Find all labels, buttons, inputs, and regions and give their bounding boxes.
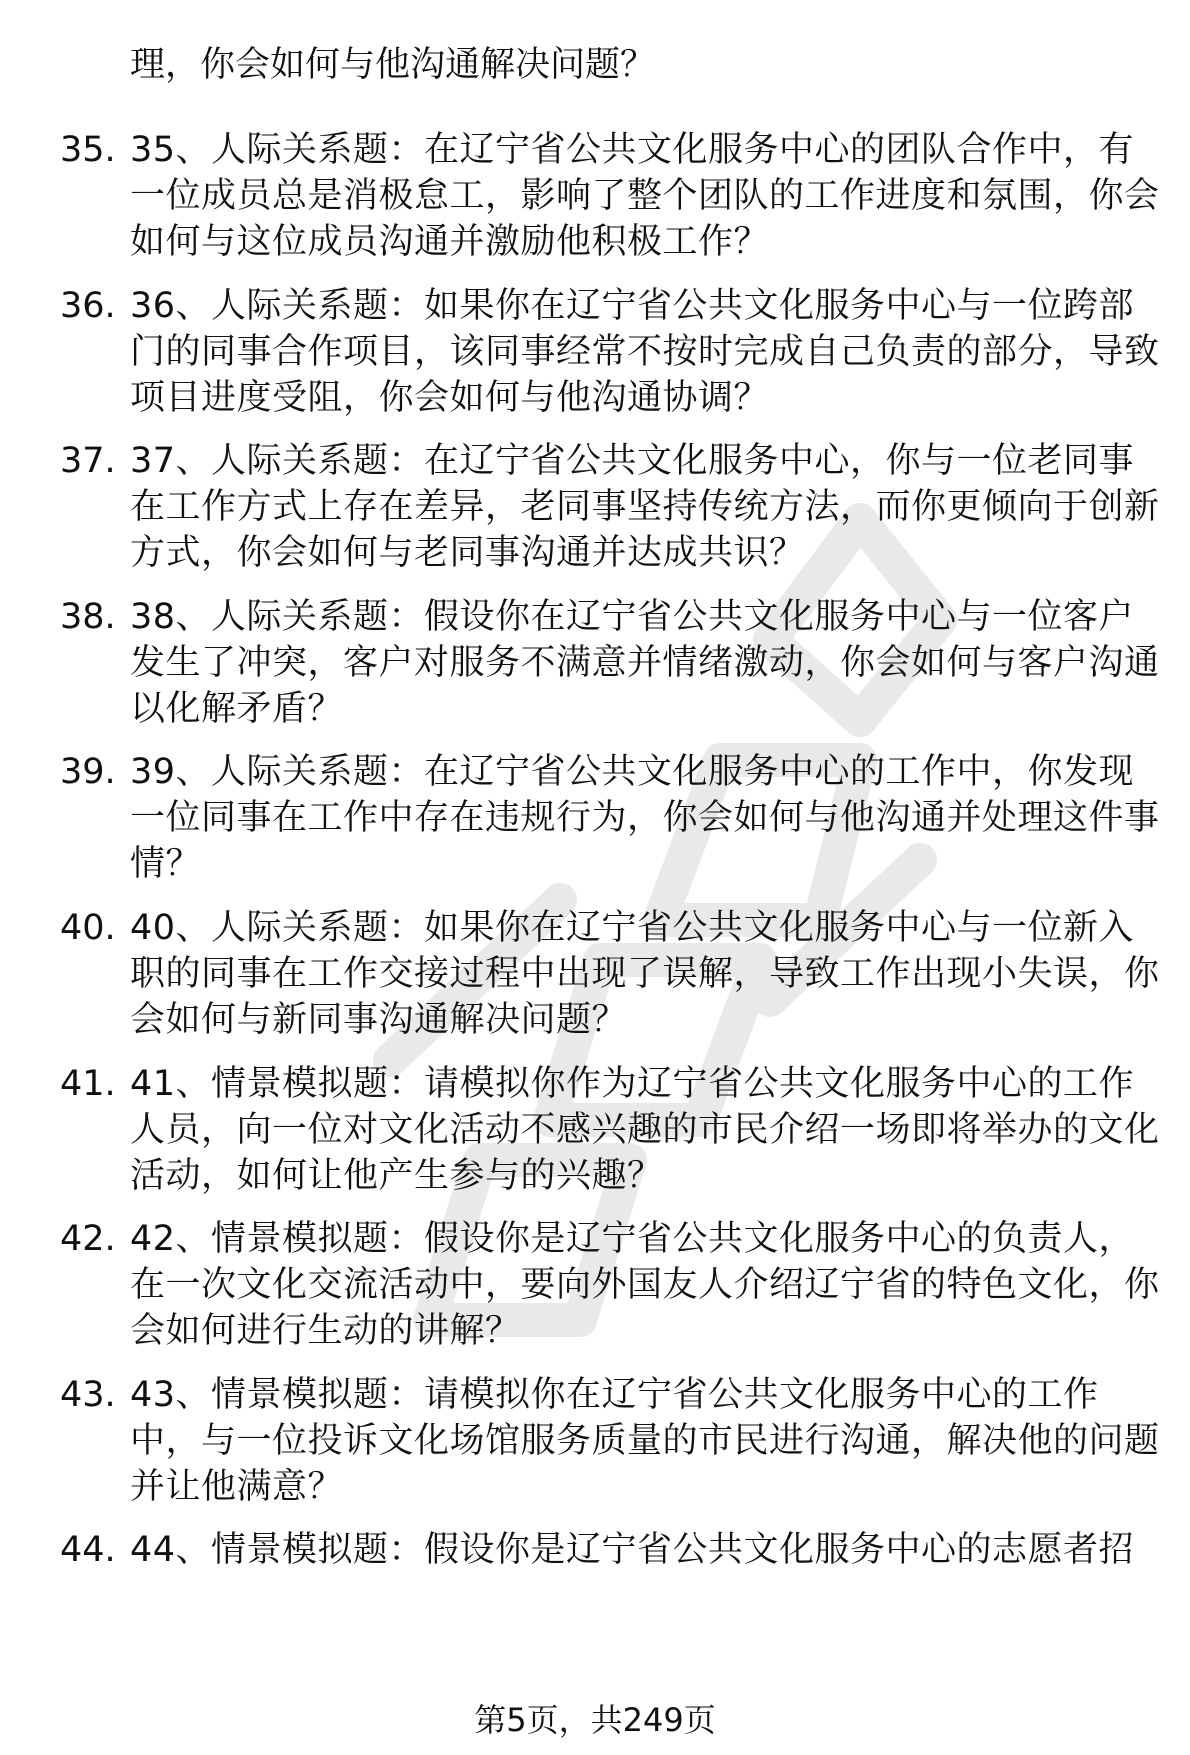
question-number: 44. xyxy=(60,1530,116,1571)
question-text: 37、人际关系题：在辽宁省公共文化服务中心，你与一位老同事在工作方式上存在差异，老同事坚持传统方法，而你更倾向于创新方式，你会如何与老同事沟通并达成共识？ xyxy=(130,441,1160,574)
question-number: 36. xyxy=(60,285,116,326)
question-text: 40、人际关系题：如果你在辽宁省公共文化服务中心与一位新入职的同事在工作交接过程中出现了误解，导致工作出现小失误，你会如何与新同事沟通解决问题？ xyxy=(130,907,1160,1040)
question-text: 38、人际关系题：假设你在辽宁省公共文化服务中心与一位客户发生了冲突，客户对服务不满意并情绪激动，你会如何与客户沟通以化解矛盾？ xyxy=(130,596,1160,729)
question-number: 37. xyxy=(60,441,116,482)
question-text: 39、人际关系题：在辽宁省公共文化服务中心的工作中，你发现一位同事在工作中存在违规行为，你会如何与他沟通并处理这件事情？ xyxy=(130,752,1160,885)
question-text: 42、情景模拟题：假设你是辽宁省公共文化服务中心的负责人，在一次文化交流活动中，要向外国友人介绍辽宁省的特色文化，你会如何进行生动的讲解？ xyxy=(130,1219,1160,1352)
question-item xyxy=(0,283,1190,439)
question-item xyxy=(0,1061,1190,1217)
question-item xyxy=(0,127,1190,283)
question-item xyxy=(0,594,1190,750)
continued-question-text: 理，你会如何与他沟通解决问题？ xyxy=(130,45,656,85)
question-item xyxy=(0,905,1190,1061)
question-item xyxy=(0,1216,1190,1372)
question-number: 39. xyxy=(60,752,116,793)
question-number: 35. xyxy=(60,130,116,170)
question-text: 44、情景模拟题：假设你是辽宁省公共文化服务中心的志愿者招 xyxy=(130,1530,1135,1571)
question-item xyxy=(0,1372,1190,1528)
question-number: 40. xyxy=(60,907,116,948)
question-number: 43. xyxy=(60,1374,116,1415)
question-list xyxy=(0,127,1190,1683)
question-number: 41. xyxy=(60,1063,116,1104)
question-item xyxy=(0,749,1190,905)
question-text: 41、情景模拟题：请模拟你作为辽宁省公共文化服务中心的工作人员，向一位对文化活动不感兴趣的市民介绍一场即将举办的文化活动，如何让他产生参与的兴趣？ xyxy=(130,1063,1160,1196)
question-number: 38. xyxy=(60,596,116,637)
question-item xyxy=(0,438,1190,594)
question-number: 42. xyxy=(60,1219,116,1260)
question-text: 35、人际关系题：在辽宁省公共文化服务中心的团队合作中，有一位成员总是消极怠工，影响了整个团队的工作进度和氛围，你会如何与这位成员沟通并激励他积极工作？ xyxy=(130,130,1160,262)
page-footer: 第5页，共249页 xyxy=(474,1701,716,1739)
question-text: 43、情景模拟题：请模拟你在辽宁省公共文化服务中心的工作中，与一位投诉文化场馆服务质量的市民进行沟通，解决他的问题并让他满意？ xyxy=(130,1374,1160,1507)
question-text: 36、人际关系题：如果你在辽宁省公共文化服务中心与一位跨部门的同事合作项目，该同事经常不按时完成自己负责的部分，导致项目进度受阻，你会如何与他沟通协调？ xyxy=(130,285,1160,418)
question-item xyxy=(0,1527,1190,1683)
